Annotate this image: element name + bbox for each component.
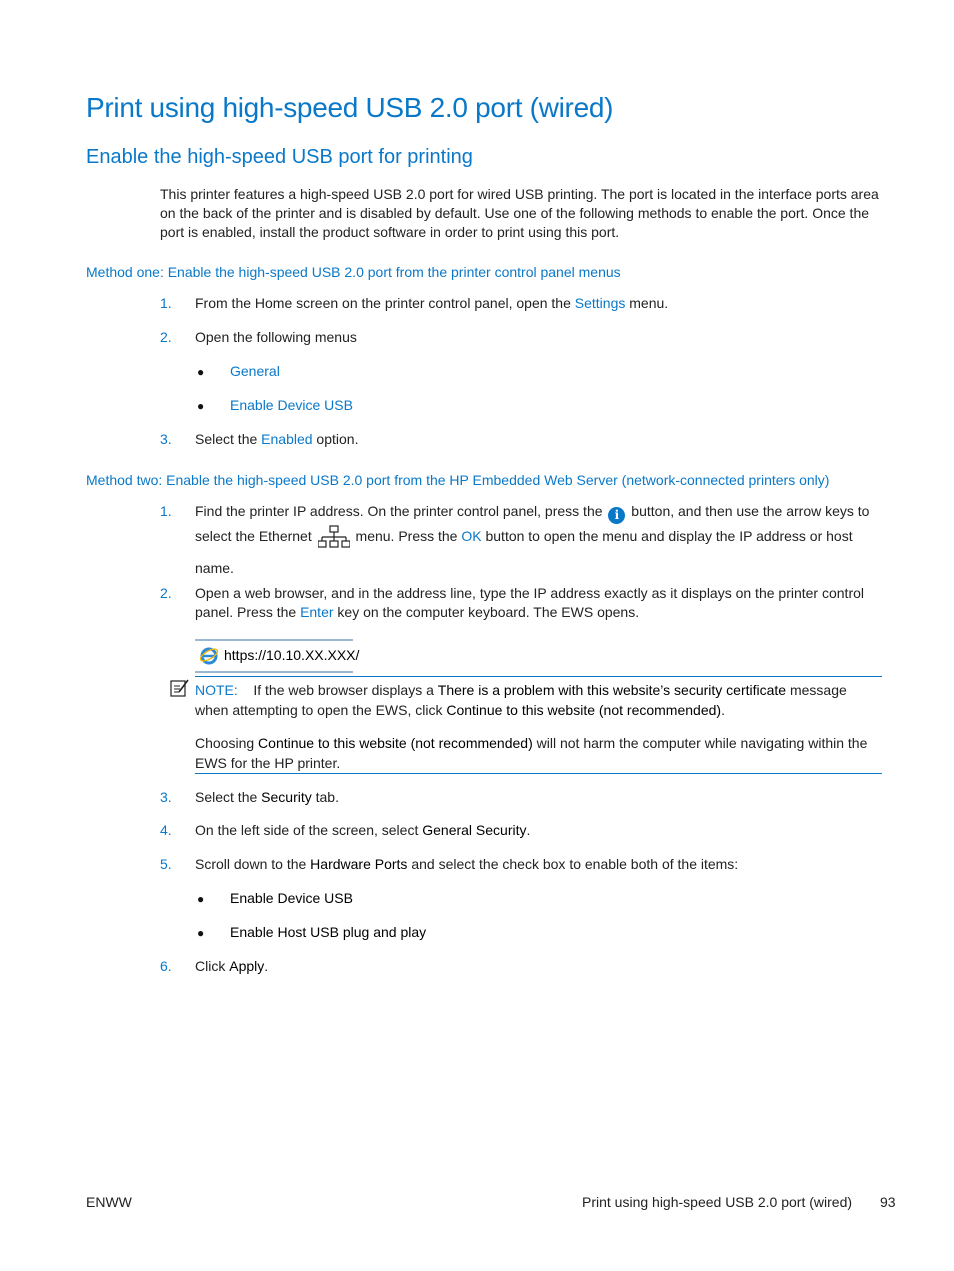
enter-key-label: Enter — [300, 604, 334, 620]
step-text: From the Home screen on the printer control panel, open the Settings menu. — [195, 295, 669, 311]
step-number: 4. — [160, 822, 172, 838]
network-icon — [318, 525, 350, 556]
section-heading: Enable the high-speed USB port for printing — [86, 146, 473, 168]
enable-host-usb-item: Enable Host USB plug and play — [230, 924, 427, 940]
page-number: 93 — [880, 1194, 896, 1210]
step-text: Scroll down to the Hardware Ports and select the check box to enable both of the items: — [195, 856, 739, 872]
note-label: NOTE: — [195, 682, 238, 698]
step-text: Find the printer IP address. On the printer control panel, press the i button, and then use the arrow keys to select the Ethernet menu. Press the OK button to open the menu and display the IP address or host name. — [195, 503, 870, 576]
ok-button-label: OK — [461, 528, 482, 544]
info-icon: i — [608, 507, 625, 524]
step-text: Select the Enabled option. — [195, 431, 359, 447]
step-number: 2. — [160, 329, 172, 345]
step-number: 3. — [160, 789, 172, 805]
note-top-rule — [195, 676, 882, 677]
menu-general: General — [230, 363, 280, 379]
step-text: Click Apply. — [195, 958, 269, 974]
step-number: 1. — [160, 295, 172, 311]
bullet-icon: ● — [197, 926, 205, 940]
step-number: 1. — [160, 503, 172, 519]
url-text: https://10.10.XX.XXX/ — [224, 647, 360, 663]
method-one-heading: Method one: Enable the high-speed USB 2.0 port from the printer control panel menus — [86, 264, 621, 280]
enable-device-usb-item: Enable Device USB — [230, 890, 353, 906]
bullet-icon: ● — [197, 399, 205, 413]
footer-left: ENWW — [86, 1194, 132, 1210]
security-tab-label: Security — [261, 789, 312, 805]
general-security-label: General Security — [422, 822, 527, 838]
step-text: Select the Security tab. — [195, 789, 339, 805]
bullet-icon: ● — [197, 365, 205, 379]
step-text: Open a web browser, and in the address line, type the IP address exactly as it displays on the printer control panel. Press the Enter key on the computer keyboard. The EWS opens. — [195, 585, 865, 620]
note-bottom-rule — [195, 773, 882, 774]
page-title: Print using high-speed USB 2.0 port (wired) — [86, 92, 614, 123]
method-two-heading: Method two: Enable the high-speed USB 2.0 port from the HP Embedded Web Server (network-connected printers only) — [86, 472, 830, 488]
note-icon — [170, 678, 190, 703]
step-text: On the left side of the screen, select General Security. — [195, 822, 531, 838]
step-number: 5. — [160, 856, 172, 872]
hardware-ports-label: Hardware Ports — [310, 856, 408, 872]
apply-button-label: Apply — [229, 958, 265, 974]
step-number: 2. — [160, 585, 172, 601]
settings-menu-label: Settings — [574, 295, 626, 311]
intro-paragraph: This printer features a high-speed USB 2.0 port for wired USB printing. The port is located in the interface ports area on the back of the printer and is disabled by default. Use one of the following methods to enable the port. Once the port is enabled, install the product software in order to print using this port. — [160, 186, 879, 240]
bullet-icon: ● — [197, 892, 205, 906]
step-number: 6. — [160, 958, 172, 974]
enabled-option-label: Enabled — [261, 431, 313, 447]
address-bar-image — [195, 639, 360, 673]
menu-enable-device-usb: Enable Device USB — [230, 397, 353, 413]
note-paragraph-2: Choosing Continue to this website (not recommended) will not harm the computer while navigating within the EWS for the HP printer. — [195, 735, 868, 771]
step-text: Open the following menus — [195, 329, 357, 345]
footer-title: Print using high-speed USB 2.0 port (wired) — [582, 1194, 853, 1210]
note-paragraph-1: NOTE: If the web browser displays a There is a problem with this website’s security certificate message when attempting to open the EWS, click Continue to this website (not recommended). — [195, 682, 847, 718]
step-number: 3. — [160, 431, 172, 447]
internet-explorer-icon — [199, 645, 219, 670]
